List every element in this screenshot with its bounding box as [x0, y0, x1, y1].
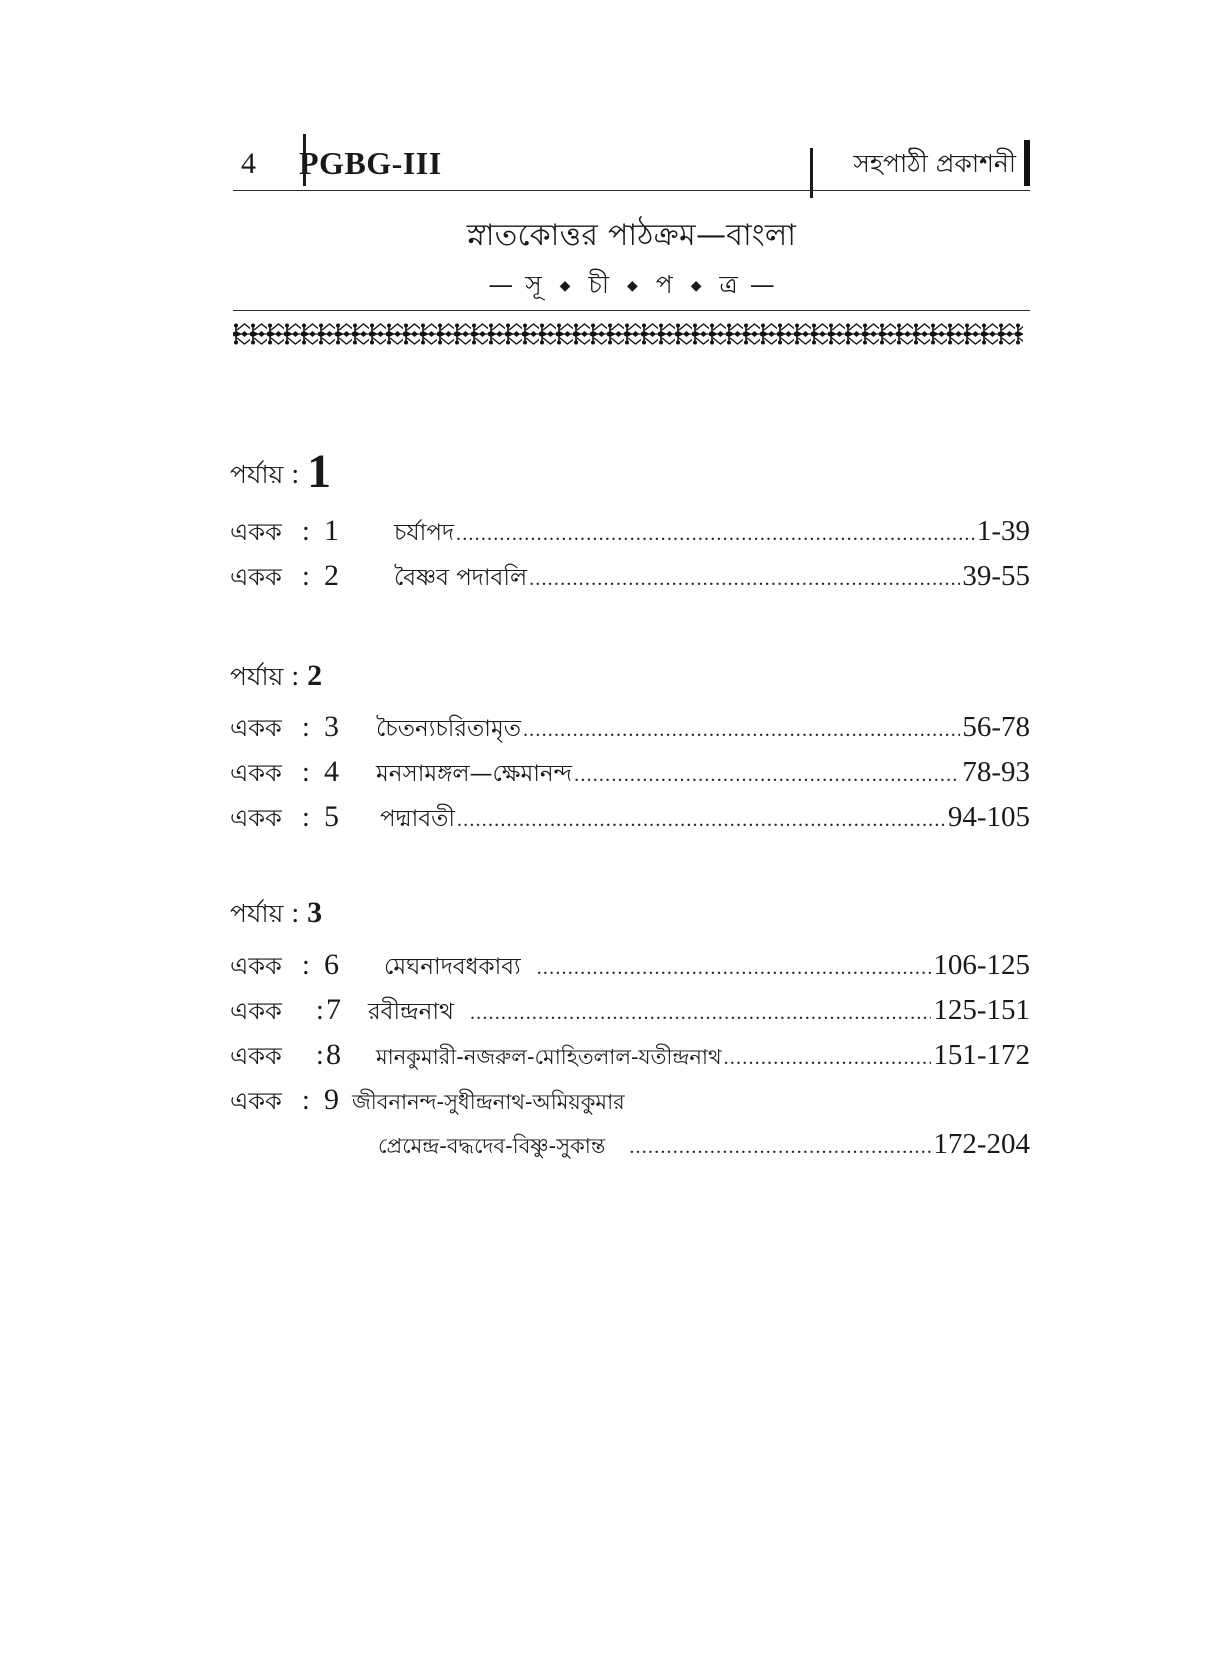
unit-number: 2: [324, 559, 339, 592]
colon: :: [291, 661, 300, 692]
section-label: পর্যায়: [230, 899, 284, 928]
toc-entry-unit-5[interactable]: [230, 800, 1030, 840]
page-range: 172-204: [933, 1128, 1030, 1160]
page-range: 151-172: [933, 1039, 1030, 1071]
unit-label: একক: [230, 997, 282, 1025]
page-range: 56-78: [962, 711, 1030, 743]
page-range: 39-55: [962, 560, 1030, 592]
title-rule: [233, 310, 1030, 311]
unit-title: রবীন্দ্রনাথ: [368, 999, 454, 1025]
diamond-icon: ◆: [690, 278, 702, 294]
dot-leader: [456, 523, 975, 546]
document-title: স্নাতকোত্তর পাঠক্রম—বাংলা: [466, 218, 797, 253]
colon: :: [302, 802, 310, 833]
dot-leader: [457, 809, 946, 832]
diamond-icon: ◆: [559, 278, 571, 294]
page-number: 4: [241, 147, 256, 180]
section-heading-3: [230, 893, 322, 934]
unit-title: মানকুমারী-নজরুল-মোহিতলাল-যতীন্দ্রনাথ: [376, 1045, 722, 1069]
unit-label: একক: [230, 1087, 282, 1115]
unit-number: 5: [324, 800, 339, 833]
colon: :: [291, 898, 300, 929]
subtitle-dash: —: [488, 270, 514, 299]
unit-number: 4: [324, 755, 339, 788]
subtitle-dash: —: [749, 270, 775, 299]
publisher-bar: [1024, 140, 1030, 186]
toc-entry-unit-3[interactable]: [230, 710, 1030, 750]
unit-label: একক: [230, 952, 282, 980]
section-label: পর্যায়: [230, 460, 284, 489]
colon: :: [302, 1085, 310, 1116]
section-heading-2: [230, 656, 322, 697]
toc-entry-unit-7[interactable]: [230, 993, 1030, 1033]
diamond-icon: ◆: [627, 278, 638, 294]
unit-title: চৈতন্যচরিতামৃত: [376, 716, 521, 742]
unit-title: মেঘনাদবধকাব্য: [384, 954, 521, 980]
page-range: 94-105: [947, 801, 1030, 833]
colon: :: [291, 459, 300, 490]
unit-number: 9: [324, 1083, 339, 1116]
dot-leader: [574, 764, 960, 787]
page-range: 1-39: [976, 515, 1030, 547]
toc-entry-unit-6[interactable]: [230, 948, 1030, 988]
unit-title-continued: প্রেমেন্দ্র-বদ্ধদেব-বিষ্ণু-সুকান্ত: [378, 1134, 606, 1158]
unit-title: মনসামঙ্গল—ক্ষেমানন্দ: [376, 761, 573, 787]
dot-leader: [529, 568, 960, 591]
subtitle-part: ত্র: [719, 270, 738, 299]
colon: :: [302, 950, 310, 981]
dot-leader: [470, 1002, 931, 1025]
unit-title: জীবনানন্দ-সুধীন্দ্রনাথ-অমিয়কুমার: [352, 1090, 625, 1114]
unit-number: 3: [324, 710, 339, 743]
unit-label: একক: [230, 1042, 282, 1070]
page-range: 78-93: [962, 756, 1030, 788]
dot-leader: [523, 719, 960, 742]
unit-number: 1: [324, 514, 339, 547]
toc-entry-unit-9[interactable]: [230, 1083, 1030, 1123]
section-number: 3: [307, 896, 323, 929]
unit-title: বৈষ্ণব পদাবলি: [394, 565, 528, 591]
dot-leader: [537, 957, 932, 980]
header-rule: [233, 190, 1030, 191]
toc-entry-unit-1[interactable]: [230, 514, 1030, 554]
contents-subtitle: [233, 268, 1030, 303]
dot-leader: [629, 1136, 931, 1159]
toc-entry-unit-4[interactable]: [230, 755, 1030, 795]
subtitle-part: চী: [588, 270, 610, 299]
section-label: পর্যায়: [230, 662, 284, 691]
unit-label: একক: [230, 759, 282, 787]
publisher-name: সহপাঠী প্রকাশনী: [853, 149, 1016, 178]
colon: :: [302, 516, 310, 547]
unit-title: পদ্মাবতী: [380, 806, 455, 832]
ornamental-border-icon: [233, 322, 1023, 346]
unit-number: 6: [324, 948, 339, 981]
toc-entry-unit-8[interactable]: [230, 1038, 1030, 1078]
unit-label: একক: [230, 563, 282, 591]
section-number: 2: [307, 659, 323, 692]
toc-entry-unit-2[interactable]: [230, 559, 1030, 599]
colon: :: [302, 712, 310, 743]
subtitle-part: সূ: [525, 270, 542, 299]
unit-number: 7: [326, 993, 341, 1026]
colon: :: [302, 757, 310, 788]
unit-number: 8: [326, 1038, 341, 1071]
colon: :: [316, 995, 324, 1026]
unit-title: চর্যাপদ: [394, 520, 455, 546]
page-range: 125-151: [933, 994, 1030, 1026]
page-range: 106-125: [933, 949, 1030, 981]
section-heading-1: [230, 445, 332, 498]
toc-entry-unit-9-continued[interactable]: [230, 1128, 1030, 1168]
colon: :: [316, 1040, 324, 1071]
unit-label: একক: [230, 804, 282, 832]
section-number: 1: [307, 445, 332, 498]
dot-leader: [724, 1047, 932, 1070]
series-code: PGBG-III: [299, 145, 442, 181]
colon: :: [302, 561, 310, 592]
unit-label: একক: [230, 518, 282, 546]
unit-label: একক: [230, 714, 282, 742]
subtitle-part: প: [655, 270, 673, 299]
running-header: [233, 140, 1030, 192]
